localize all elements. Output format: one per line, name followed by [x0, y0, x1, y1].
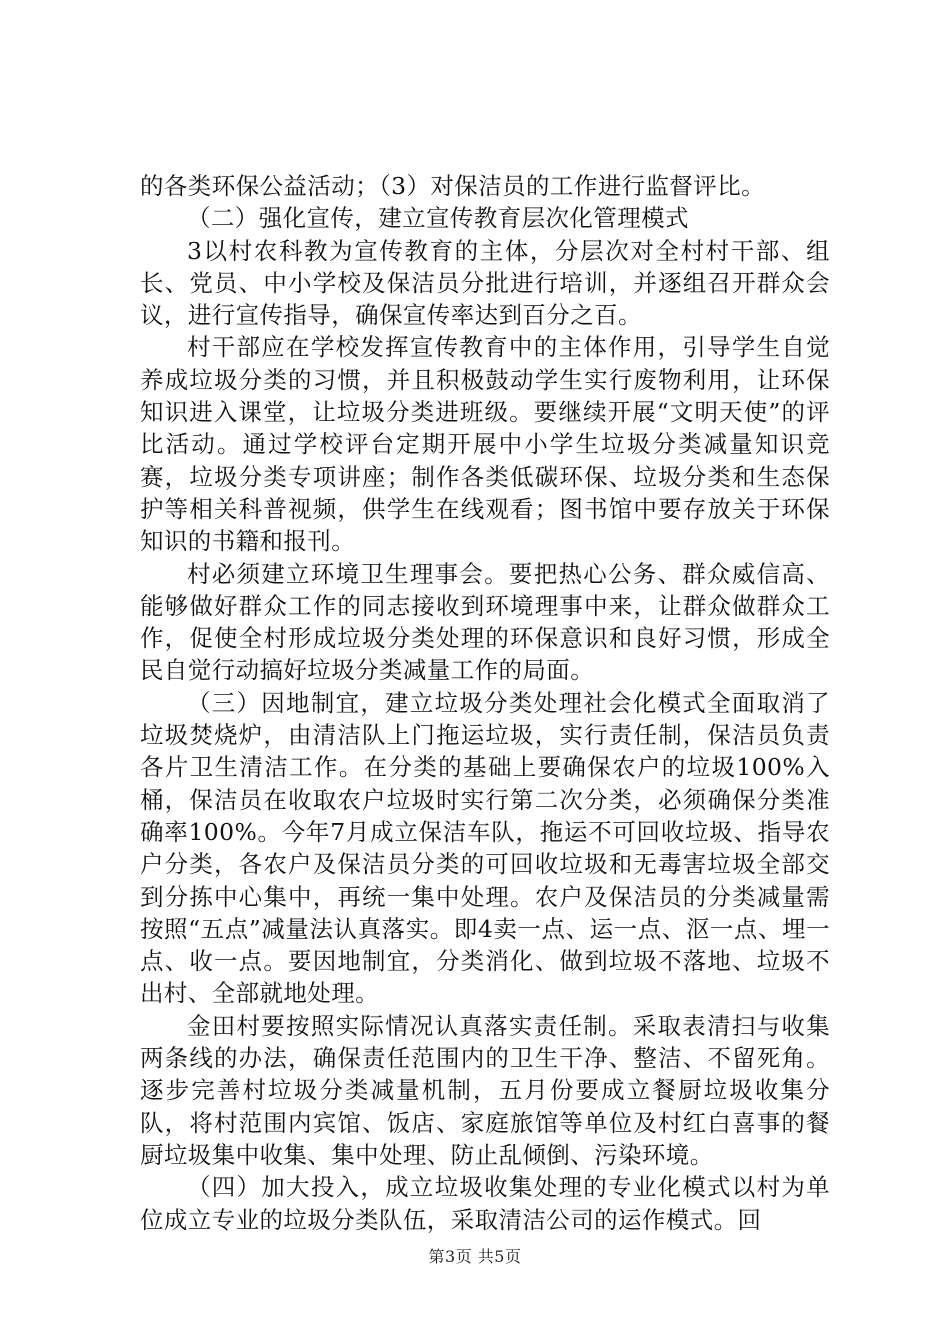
paragraph-training: 3以村农科教为宣传教育的主体，分层次对全村村干部、组长、党员、中小学校及保洁员分批进行培训，并逐组召开群众会议，进行宣传指导，确保宣传率达到百分之百。 [140, 236, 830, 330]
paragraph-council: 村必须建立环境卫生理事会。要把热心公务、群众威信高、能够做好群众工作的同志接收到环境理事中来，让群众做群众工作，促使全村形成垃圾分类处理的环保意识和良好习惯，形成全民自觉行动搞好垃圾分类减量工作的局面。 [140, 559, 830, 685]
section-heading-2: （二）强化宣传，建立宣传教育层次化管理模式 [187, 204, 689, 233]
page-footer: 第3页 共5页 [428, 1247, 522, 1266]
document-body [140, 170, 830, 1236]
paragraph-section-4: （四）加大投入，成立垃圾收集处理的专业化模式以村为单位成立专业的垃圾分类队伍，采取清洁公司的运作模式。回 [140, 1173, 830, 1234]
paragraph-responsibility: 金田村要按照实际情况认真落实责任制。采取表清扫与收集两条线的办法，确保责任范围内的卫生干净、整洁、不留死角。逐步完善村垃圾分类减量机制，五月份要成立餐厨垃圾收集分队，将村范围内宾馆、饭店、家庭旅馆等单位及村红白喜事的餐厨垃圾集中收集、集中处理、防止乱倾倒、污染环境。 [140, 1011, 830, 1169]
paragraph-school-education: 村干部应在学校发挥宣传教育中的主体作用，引导学生自觉养成垃圾分类的习惯，并且积极鼓动学生实行废物利用，让环保知识进入课堂，让垃圾分类进班级。要继续开展“文明天使”的评比活动。通过学校评台定期开展中小学生垃圾分类减量知识竞赛，垃圾分类专项讲座；制作各类低碳环保、垃圾分类和生态保护等相关科普视频，供学生在线观看；图书馆中要存放关于环保知识的书籍和报刊。 [140, 333, 830, 556]
paragraph-continuation: 的各类环保公益活动；（3）对保洁员的工作进行监督评比。 [140, 172, 766, 200]
paragraph-section-3: （三）因地制宜，建立垃圾分类处理社会化模式全面取消了垃圾焚烧炉，由清洁队上门拖运垃圾，实行责任制，保洁员负责各片卫生清洁工作。在分类的基础上要确保农户的垃圾100%入桶，保洁员在收取农户垃圾时实行第二次分类，必须确保分类准确率100%。今年7月成立保洁车队，拖运不可回收垃圾、指导农户分类，各农户及保洁员分类的可回收垃圾和无毒害垃圾全部交到分拣中心集中，再统一集中处理。农户及保洁员的分类减量需按照“五点”减量法认真落实。即4卖一点、运一点、沤一点、埋一点、收一点。要因地制宜，分类消化、做到垃圾不落地、垃圾不出村、全部就地处理。 [140, 688, 830, 1008]
